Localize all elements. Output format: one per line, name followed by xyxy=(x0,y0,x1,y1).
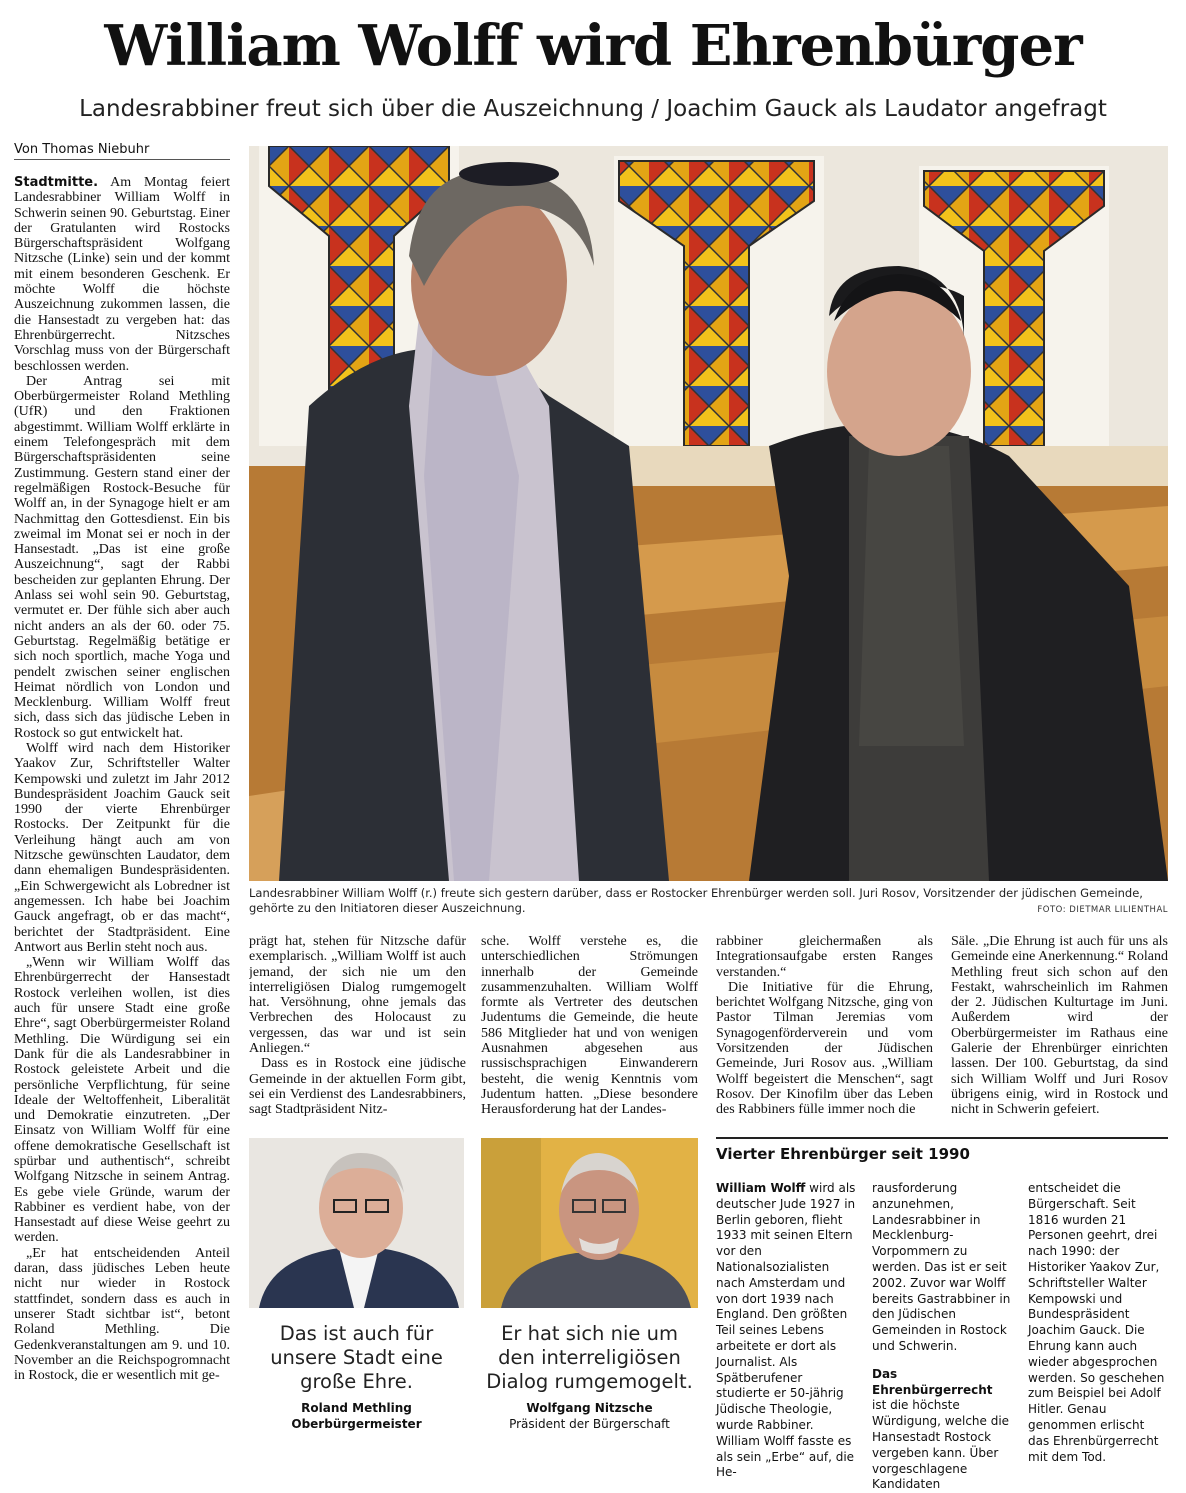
article-column-4 xyxy=(716,934,933,1134)
paragraph: „Er hat entscheidenden Anteil daran, dass jüdisches Leben heute nicht nur wieder in Rostock stattfindet, sondern dass es auch in unserer Stadt sichtbar ist“, betont Roland Methling. Die Gedenkveranstaltungen am 9. und 10. November an die Reichspogromnacht in Rostock, die er wesentlich mit ge- xyxy=(14,1245,230,1384)
paragraph: prägt hat, stehen für Nitzsche dafür exemplarisch. „William Wolff ist auch jemand, der sich nie um den interreligiösen Dialog rumgemogelt hat. Versöhnung, ohne jemals das Verbrechen des Holocaust zu vergessen, das war und ist sein Anliegen.“ xyxy=(249,934,466,1057)
infobox-lead: Das Ehrenbürgerrecht xyxy=(872,1366,993,1397)
portrait-methling xyxy=(249,1138,464,1308)
infobox-text: ist die höchste Würdigung, welche die Hansestadt Rostock vergeben kann. Über vorgeschlagene Kandidaten xyxy=(872,1398,1010,1492)
headline: William Wolff wird Ehrenbürger xyxy=(104,13,1082,79)
portrait-nitzsche xyxy=(481,1138,698,1308)
quote-role-nitzsche: Präsident der Bürgerschaft xyxy=(509,1417,670,1431)
synagogue-photo-illustration xyxy=(249,146,1168,881)
paragraph: Der Antrag sei mit Oberbürgermeister Roland Methling (UfR) und den Fraktionen abgestimmt. William Wolff erklärte in einem Telefongespräch mit dem Bürgerschaftspräsidenten seine Zustimmung. Gestern stand einer der regelmäßigen Rostock-Besuche für Wolff an, in der Synagoge hielt er am Nachmittag den Gottesdienst. Ein bis zweimal im Monat sei er noch in der Hansestadt. „Das ist eine große Auszeichnung“, sagt der Rabbi bescheiden zur geplanten Ehrung. Der Anlass sei wohl sein 90. Geburtstag, vermutet er. Der fühle sich aber auch nicht anders an als der 60. oder 75. Geburtstag. Regelmäßig betätige er sich noch sportlich, mache Yoga und pendelt zwischen seiner englischen Heimat nördlich von London und Mecklenburg. William Wolff freut sich, dass sich das jüdische Leben in Rostock so gut entwickelt hat. xyxy=(14,373,230,741)
infobox-text: entscheidet die Bürgerschaft. Seit 1816 wurden 21 Personen geehrt, drei nach 1990: der Historiker Yaakov Zur, Schriftsteller Walter Kempowski und Bundespräsident Joachim Gauck. Die Ehrung kann auch wieder abgesprochen werden. So geschehen zum Beispiel bei Adolf Hitler. Genau genommen erlischt das Ehrenbürgerrecht mit dem Tod. xyxy=(1028,1181,1165,1464)
infobox-column-2 xyxy=(872,1181,1012,1493)
infobox-column-1 xyxy=(716,1181,856,1481)
paragraph: „Wenn wir William Wolff das Ehrenbürgerrecht der Hansestadt Rostock verleihen wollen, ist dies auch für unsere Stadt eine große Ehre“, sagt Oberbürgermeister Roland Methling. Die Würdigung sei ein Dank für die als Landesrabbiner in Rostock geleistete Arbeit und die persönliche Verpflichtung, für seine Ideale der Weltoffenheit, Liberalität und Demokratie einzutreten. „Der Einsatz von William Wolff für eine offene demokratische Gesellschaft ist spürbar und authentisch“, schreibt Wolfgang Nitzsche in seinem Antrag. Es gebe viele Gründe, warum der Rabbiner es verdient habe, von der Hansestadt auf diese Weise geehrt zu werden. xyxy=(14,955,230,1246)
article-column-1 xyxy=(14,175,230,1435)
portrait-illustration xyxy=(249,1138,464,1308)
byline: Von Thomas Niebuhr xyxy=(14,142,230,160)
paragraph: rabbiner gleichermaßen als Integrationsaufgabe ersten Ranges verstanden.“ xyxy=(716,934,933,980)
quote-nitzsche: Er hat sich nie um den interreligiösen Dialog rumgemogelt. xyxy=(486,1322,693,1393)
photo-credit: FOTO: DIETMAR LILIENTHAL xyxy=(1037,905,1168,915)
quote-name-nitzsche: Wolfgang Nitzsche xyxy=(526,1401,653,1415)
article-column-2 xyxy=(249,934,466,1134)
infobox-text: rausforderung anzunehmen, Landesrabbiner in Mecklenburg-Vorpommern zu werden. Das ist er seit 2002. Zuvor war Wolff bereits Gastrabbiner in den Jüdischen Gemeinden in Rostock und Schwerin. xyxy=(872,1181,1011,1353)
photo-caption: Landesrabbiner William Wolff (r.) freute sich gestern darüber, dass er Rostocker Ehrenbürger werden soll. Juri Rosov, Vorsitzender der jüdischen Gemeinde, gehörte zu den Initiatoren dieser Auszeichnung. xyxy=(249,886,1143,915)
quote-methling: Das ist auch für unsere Stadt eine große Ehre. xyxy=(270,1322,443,1393)
paragraph: Wolff wird nach dem Historiker Yaakov Zur, Schriftsteller Walter Kempowski und zuletzt im Jahr 2012 Bundespräsident Joachim Gauck seit 1990 der vierte Ehrenbürger Rostocks. Der Zeitpunkt für die Verleihung hängt auch am von Nitzsche gewünschten Laudator, dem dann ehemaligen Bundespräsidenten. „Ein Schwergewicht als Lobredner ist angemessen. Ich habe bei Joachim Gauck angefragt, ob er das macht“, berichtet der Stadtpräsident. Eine Antwort aus Berlin steht noch aus. xyxy=(14,740,230,955)
portrait-illustration xyxy=(481,1138,698,1308)
paragraph: sche. Wolff verstehe es, die unterschiedlichen Strömungen innerhalb der Gemeinde zusammenzuhalten. William Wolff formte als Vertreter des deutschen Judentums die Gemeinde, die heute 586 Mitglieder hat und von wenigen Ausnahmen abgesehen aus russischsprachigen Einwanderern besteht, die wenig Kenntnis vom Judentum hatten. „Diese besondere Herausforderung hat der Landes- xyxy=(481,934,698,1118)
infobox-rule xyxy=(716,1137,1168,1139)
paragraph: Die Initiative für die Ehrung, berichtet Wolfgang Nitzsche, ging von Pastor Tilman Jeremias vom Synagogenförderverein und vom Vorsitzenden der Jüdischen Gemeinde, Juri Rosov aus. „William Wolff begeistert die Menschen“, sagt Rosov. Der Kinofilm über das Leben des Rabbiners fülle immer noch die xyxy=(716,979,933,1118)
subheadline: Landesrabbiner freut sich über die Auszeichnung / Joachim Gauck als Laudator angefragt xyxy=(79,96,1107,122)
quote-name-methling: Roland Methling xyxy=(301,1401,412,1415)
article-column-5 xyxy=(951,934,1168,1134)
article-column-3 xyxy=(481,934,698,1134)
paragraph: Dass es in Rostock eine jüdische Gemeinde in der aktuellen Form gibt, sei ein Verdienst des Landesrabbiners, sagt Stadtpräsident Nitz- xyxy=(249,1056,466,1118)
dateline: Stadtmitte. xyxy=(14,175,99,190)
main-photo xyxy=(249,146,1168,881)
infobox-text: wird als deutscher Jude 1927 in Berlin geboren, flieht 1933 mit seinen Eltern vor den Nationalsozialisten nach Amsterdam und von dort 1939 nach England. Den größten Teil seines Lebens arbeitete er dort als Journalist. Als Spätberufener studierte er 50-jährig Jüdische Theologie, wurde Rabbiner. William Wolff fasste es als sein „Erbe“ auf, die He- xyxy=(716,1181,856,1480)
infobox-title: Vierter Ehrenbürger seit 1990 xyxy=(716,1145,970,1163)
quote-role-methling: Oberbürgermeister xyxy=(291,1417,422,1431)
paragraph: Säle. „Die Ehrung ist auch für uns als Gemeinde eine Anerkennung.“ Roland Methling freut sich schon auf den Festakt, wahrscheinlich im Rahmen der 2. Jüdischen Kulturtage im Juni. Außerdem wird der Oberbürgermeister im Rathaus eine Galerie der Ehrenbürger einrichten lassen. Der 100. Geburtstag, da sind sich William Wolff und Juri Rosov übrigens einig, wird in Rostock und nicht in Schwerin gefeiert. xyxy=(951,934,1168,1118)
paragraph: Am Montag feiert Landesrabbiner William Wolff in Schwerin seinen 90. Geburtstag. Einer der Gratulanten wird Rostocks Bürgerschaftspräsident Wolfgang Nitzsche (Linke) sein und der kommt mit einem besonderen Geschenk. Er möchte Wolff die höchste Auszeichnung zukommen lassen, die die Hansestadt zu vergeben hat: das Ehrenbürgerrecht. Nitzsches Vorschlag muss von der Bürgerschaft beschlossen werden. xyxy=(14,175,230,374)
infobox-lead: William Wolff xyxy=(716,1181,806,1195)
infobox-column-3 xyxy=(1028,1181,1168,1465)
